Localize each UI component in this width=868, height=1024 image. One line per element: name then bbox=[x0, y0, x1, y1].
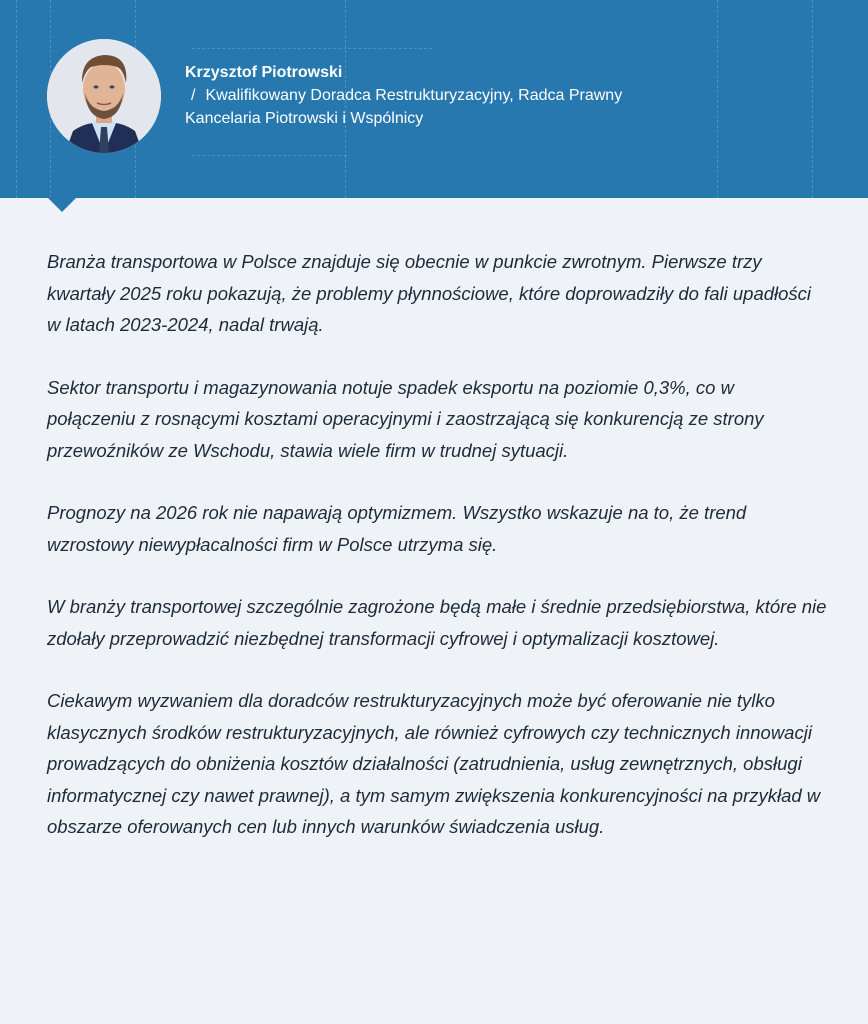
article-paragraph: Ciekawym wyzwaniem dla doradców restrukturyzacyjnych może być oferowanie nie tylko klasycznych środków restrukturyzacyjnych, ale również cyfrowych czy technicznych innowacji prowadzących do obniżenia kosztów działalności (zatrudnienia, usług zewnętrznych, obsługi informatycznej czy nawet prawnej), a tym samym zwiększenia konkurencyjności na przykład w obszarze oferowanych cen lub innych warunków świadczenia usług. bbox=[47, 690, 821, 837]
article-paragraph: Prognozy na 2026 rok nie napawają optymizmem. Wszystko wskazuje na to, że trend wzrostowy niewypłacalności firm w Polsce utrzyma się. bbox=[47, 502, 747, 555]
decorative-grid-line bbox=[812, 0, 813, 198]
person-portrait-icon bbox=[47, 39, 161, 153]
article-paragraph: W branży transportowej szczególnie zagrożone będą małe i średnie przedsiębiorstwa, które nie zdołały przeprowadzić niezbędnej transformacji cyfrowej i optymalizacji kosztowej. bbox=[47, 596, 827, 649]
author-role-line bbox=[185, 84, 622, 107]
decorative-grid-line bbox=[192, 155, 347, 156]
author-info bbox=[185, 62, 622, 130]
article-body bbox=[47, 246, 827, 874]
author-header bbox=[0, 0, 868, 198]
separator: / bbox=[191, 87, 196, 104]
decorative-grid-line bbox=[16, 0, 17, 198]
author-name: Krzysztof Piotrowski bbox=[185, 64, 343, 81]
author-company: Kancelaria Piotrowski i Wspólnicy bbox=[185, 110, 424, 127]
decorative-grid-line bbox=[717, 0, 718, 198]
header-pointer bbox=[47, 197, 77, 212]
decorative-grid-line bbox=[192, 48, 432, 49]
author-role: Kwalifikowany Doradca Restrukturyzacyjny, Radca Prawny bbox=[205, 87, 623, 104]
article-paragraph: Sektor transportu i magazynowania notuje spadek eksportu na poziomie 0,3%, co w połączeniu z rosnącymi kosztami operacyjnymi i zaostrzającą się konkurencją ze strony przewoźników ze Wschodu, stawia wiele firm w trudnej sytuacji. bbox=[47, 376, 764, 461]
avatar bbox=[47, 39, 161, 153]
article-paragraph: Branża transportowa w Polsce znajduje się obecnie w punkcie zwrotnym. Pierwsze trzy kwartały 2025 roku pokazują, że problemy płynnościowe, które doprowadziły do fali upadłości w latach 2023-2024, nadal trwają. bbox=[47, 251, 812, 335]
